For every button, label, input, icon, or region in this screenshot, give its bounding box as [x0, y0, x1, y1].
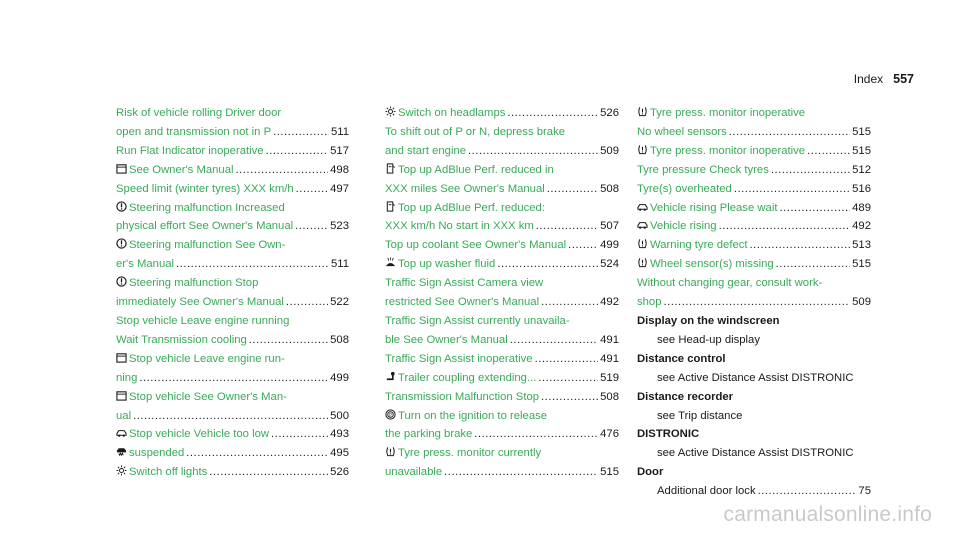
- leader-dots: [771, 161, 850, 180]
- index-subentry-text: see Trip distance: [657, 409, 743, 422]
- leader-dots: [750, 236, 851, 255]
- index-entry-line: [385, 161, 619, 180]
- index-entry-line: [385, 407, 619, 426]
- info-box-icon: [116, 163, 127, 174]
- leader-dots: [286, 293, 328, 312]
- index-entry-text: XXX miles See Owner's Manual: [385, 182, 545, 195]
- index-entry-text: Vehicle rising Please wait: [650, 201, 778, 214]
- index-entry-text: er's Manual: [116, 258, 175, 271]
- leader-dots: [209, 463, 328, 482]
- leader-dots: [510, 331, 598, 350]
- car-skid-icon: [637, 201, 648, 212]
- index-entry-text: Steering malfunction Stop: [129, 277, 259, 290]
- leader-dots: [729, 123, 850, 142]
- index-entry-text: Warning tyre defect: [650, 239, 748, 252]
- page-ref: 508: [330, 333, 349, 346]
- index-entry-line: [385, 312, 619, 331]
- index-entry-line: [385, 274, 619, 293]
- index-entry: [116, 123, 349, 142]
- leader-dots: [719, 217, 851, 236]
- leader-dots: [547, 180, 598, 199]
- leader-dots: [296, 180, 328, 199]
- index-entry-text: Steering malfunction Increased: [129, 201, 285, 214]
- leader-dots: [271, 425, 328, 444]
- index-entry-text: Tyre press. monitor currently: [398, 447, 542, 460]
- leader-dots: [133, 407, 328, 426]
- page-ref: 511: [330, 258, 349, 271]
- adblue-icon: [385, 163, 396, 174]
- index-entry: [385, 104, 619, 123]
- leader-dots: [497, 255, 598, 274]
- page-ref: 476: [600, 428, 619, 441]
- index-entry-text: ning: [116, 371, 138, 384]
- index-entry-line: [116, 312, 349, 331]
- page-ref: 522: [330, 296, 349, 309]
- suspension-icon: [116, 446, 127, 457]
- index-entry-text: ble See Owner's Manual: [385, 333, 508, 346]
- index-column-3: [637, 104, 871, 501]
- index-entry-line: [637, 104, 871, 123]
- index-entry: [385, 463, 619, 482]
- index-subentry-text: see Active Distance Assist DISTRONIC: [657, 447, 854, 460]
- index-entry-line: [116, 199, 349, 218]
- index-entry-text: Trailer coupling extending...: [398, 371, 537, 384]
- index-entry: [637, 180, 871, 199]
- page-header: [854, 72, 914, 86]
- steering-warning-icon: [116, 238, 127, 249]
- index-entry-line: [385, 444, 619, 463]
- leader-dots: [176, 255, 329, 274]
- leader-dots: [273, 123, 329, 142]
- index-entry-text: Vehicle rising: [650, 220, 717, 233]
- index-subentry: [637, 444, 871, 463]
- leader-dots: [758, 482, 857, 501]
- page-ref: 492: [600, 296, 619, 309]
- leader-dots: [507, 104, 598, 123]
- info-box-icon: [116, 352, 127, 363]
- trailer-hitch-icon: [385, 371, 396, 382]
- leader-dots: [734, 180, 850, 199]
- index-entry-line: [116, 274, 349, 293]
- index-entry-text: suspended: [129, 447, 185, 460]
- tyre-pressure-icon: [637, 238, 648, 249]
- index-entry: [385, 180, 619, 199]
- leader-dots: [468, 142, 598, 161]
- page-ref: 491: [600, 352, 619, 365]
- page-ref: 492: [852, 220, 871, 233]
- index-entry-line: [385, 199, 619, 218]
- index-subentry: [637, 407, 871, 426]
- car-skid-icon: [637, 219, 648, 230]
- page-header-title: Index: [853, 72, 884, 86]
- index-entry-text: Transmission Malfunction Stop: [385, 390, 540, 403]
- index-entry-text: Switch on headlamps: [398, 107, 506, 119]
- info-box-icon: [116, 390, 127, 401]
- leader-dots: [568, 236, 598, 255]
- leader-dots: [538, 369, 598, 388]
- index-entry-text: Top up washer fluid: [398, 258, 496, 271]
- index-subentry-text: see Active Distance Assist DISTRONIC: [657, 371, 854, 384]
- car-skid-icon: [116, 427, 127, 438]
- light-icon: [116, 465, 127, 476]
- index-entry: [116, 180, 349, 199]
- page-ref: 499: [330, 371, 349, 384]
- page-ref: 516: [852, 182, 871, 195]
- leader-dots: [807, 142, 850, 161]
- index-entry: [116, 369, 349, 388]
- page-ref: 515: [600, 466, 619, 479]
- leader-dots: [266, 142, 329, 161]
- index-entry-text: See Owner's Manual: [129, 163, 234, 176]
- index-entry-text: open and transmission not in P: [116, 125, 272, 138]
- page-ref: 517: [330, 144, 349, 157]
- index-entry-text: Turn on the ignition to release: [398, 409, 548, 422]
- index-entry: [637, 293, 871, 312]
- index-entry: [637, 199, 871, 218]
- index-entry: [116, 331, 349, 350]
- index-entry-text: Wheel sensor(s) missing: [650, 258, 774, 271]
- index-entry: [385, 142, 619, 161]
- leader-dots: [535, 350, 599, 369]
- tyre-pressure-icon: [385, 446, 396, 457]
- index-heading: [637, 350, 871, 369]
- page-ref: 524: [600, 258, 619, 271]
- page-ref: 75: [858, 485, 871, 498]
- index-entry-line: [116, 388, 349, 407]
- index-subentry: [637, 482, 871, 501]
- index-entry-text: Switch off lights: [129, 466, 208, 479]
- index-heading: [637, 463, 871, 482]
- index-entry: [637, 161, 871, 180]
- index-heading: [637, 388, 871, 407]
- page-ref: 497: [330, 182, 349, 195]
- index-subentry-text: see Head-up display: [657, 333, 760, 346]
- index-entry: [116, 142, 349, 161]
- index-entry-text: To shift out of P or N, depress brake: [385, 125, 566, 138]
- index-entry-text: XXX km/h No start in XXX km: [385, 220, 534, 233]
- page-ref: 508: [600, 182, 619, 195]
- page-ref: 495: [330, 447, 349, 460]
- index-entry-text: Stop vehicle Leave engine running: [116, 314, 290, 327]
- leader-dots: [444, 463, 598, 482]
- page-ref: 511: [330, 125, 349, 138]
- page-ref: 523: [330, 220, 349, 233]
- index-entry-text: Top up AdBlue Perf. reduced:: [398, 201, 545, 214]
- page-ref: 498: [330, 163, 349, 176]
- index-entry-text: Tyre press. monitor inoperative: [650, 107, 806, 119]
- page-ref: 509: [600, 144, 619, 157]
- index-entry-text: immediately See Owner's Manual: [116, 296, 284, 309]
- index-entry: [637, 236, 871, 255]
- index-entry-text: Stop vehicle Leave engine run-: [129, 352, 285, 365]
- index-entry: [637, 255, 871, 274]
- index-entry: [637, 142, 871, 161]
- index-entry-line: [116, 236, 349, 255]
- index-entry: [385, 236, 619, 255]
- leader-dots: [295, 217, 328, 236]
- index-entry: [385, 217, 619, 236]
- index-entry-text: Stop vehicle Vehicle too low: [129, 428, 270, 441]
- index-entry-text: ual: [116, 409, 132, 422]
- page-ref: 493: [330, 428, 349, 441]
- page-ref: 526: [600, 107, 619, 119]
- svg-text:P: P: [389, 412, 392, 418]
- page-ref: 509: [852, 296, 871, 309]
- index-entry-text: Wait Transmission cooling: [116, 333, 247, 346]
- index-entry-text: Risk of vehicle rolling Driver door: [116, 107, 282, 119]
- index-subentry-text: Additional door lock: [657, 485, 756, 498]
- index-heading-text: Display on the windscreen: [637, 314, 780, 327]
- leader-dots: [186, 444, 328, 463]
- page-ref: 512: [852, 163, 871, 176]
- page-ref: 519: [600, 371, 619, 384]
- index-entry: [116, 425, 349, 444]
- index-entry-text: shop: [637, 296, 662, 309]
- index-entry: [116, 255, 349, 274]
- page-ref: 500: [330, 409, 349, 422]
- index-entry-text: Top up coolant See Owner's Manual: [385, 239, 567, 252]
- leader-dots: [536, 217, 598, 236]
- page-ref: 513: [852, 239, 871, 252]
- index-heading-text: DISTRONIC: [637, 428, 700, 441]
- index-entry-text: Traffic Sign Assist Camera view: [385, 277, 544, 290]
- index-entry-text: Traffic Sign Assist currently unavaila-: [385, 314, 570, 327]
- index-column-2: [385, 104, 619, 482]
- index-heading-text: Door: [637, 466, 664, 479]
- leader-dots: [664, 293, 851, 312]
- index-heading: [637, 425, 871, 444]
- index-column-1: [116, 104, 349, 482]
- tyre-pressure-icon: [637, 257, 648, 268]
- page-ref: 499: [600, 239, 619, 252]
- index-entry-text: Tyre press. monitor inoperative: [650, 144, 806, 157]
- page-ref: 507: [600, 220, 619, 233]
- index-entry: [116, 463, 349, 482]
- page-ref: 515: [852, 125, 871, 138]
- index-entry-line: [116, 350, 349, 369]
- index-entry-text: Traffic Sign Assist inoperative: [385, 352, 533, 365]
- page-ref: 508: [600, 390, 619, 403]
- leader-dots: [541, 293, 598, 312]
- ignition-icon: [385, 409, 396, 420]
- index-entry: [385, 369, 619, 388]
- index-entry-text: the parking brake: [385, 428, 473, 441]
- index-heading-text: Distance control: [637, 352, 726, 365]
- index-entry: [385, 388, 619, 407]
- index-heading: [637, 312, 871, 331]
- index-entry-text: No wheel sensors: [637, 125, 727, 138]
- light-icon: [385, 106, 396, 117]
- index-entry-text: Steering malfunction See Own-: [129, 239, 286, 252]
- leader-dots: [236, 161, 329, 180]
- page-ref: 489: [852, 201, 871, 214]
- index-subentry: [637, 331, 871, 350]
- leader-dots: [474, 425, 598, 444]
- index-entry-text: unavailable: [385, 466, 443, 479]
- index-entry: [385, 425, 619, 444]
- index-entry-text: Tyre(s) overheated: [637, 182, 732, 195]
- index-entry-line: [637, 274, 871, 293]
- index-entry: [385, 350, 619, 369]
- index-entry-line: [116, 104, 349, 123]
- tyre-pressure-icon: [637, 144, 648, 155]
- index-entry-text: Speed limit (winter tyres) XXX km/h: [116, 182, 294, 195]
- index-entry-text: Top up AdBlue Perf. reduced in: [398, 163, 554, 176]
- page-ref: 491: [600, 333, 619, 346]
- index-entry-text: Run Flat Indicator inoperative: [116, 144, 264, 157]
- index-entry: [385, 293, 619, 312]
- page-ref: 515: [852, 144, 871, 157]
- steering-warning-icon: [116, 276, 127, 287]
- index-entry-text: restricted See Owner's Manual: [385, 296, 540, 309]
- steering-warning-icon: [116, 201, 127, 212]
- leader-dots: [541, 388, 598, 407]
- index-entry: [385, 255, 619, 274]
- adblue-icon: [385, 201, 396, 212]
- index-entry: [637, 217, 871, 236]
- index-entry-text: Without changing gear, consult work-: [637, 277, 823, 290]
- index-entry: [116, 407, 349, 426]
- leader-dots: [249, 331, 328, 350]
- page-number: 557: [893, 72, 914, 86]
- index-entry-line: [385, 123, 619, 142]
- index-entry: [116, 217, 349, 236]
- index-entry-text: physical effort See Owner's Manual: [116, 220, 294, 233]
- index-entry: [637, 123, 871, 142]
- index-entry: [116, 293, 349, 312]
- tyre-pressure-icon: [637, 106, 648, 117]
- page-ref: 515: [852, 258, 871, 271]
- index-subentry: [637, 369, 871, 388]
- index-entry-text: Tyre pressure Check tyres: [637, 163, 769, 176]
- watermark: carmanualsonline.info: [723, 503, 932, 526]
- index-entry-text: Stop vehicle See Owner's Man-: [129, 390, 287, 403]
- index-entry: [385, 331, 619, 350]
- leader-dots: [779, 199, 850, 218]
- page-ref: 526: [330, 466, 349, 479]
- index-entry: [116, 444, 349, 463]
- index-heading-text: Distance recorder: [637, 390, 734, 403]
- index-entry-text: and start engine: [385, 144, 467, 157]
- washer-fluid-icon: [385, 257, 396, 268]
- leader-dots: [139, 369, 328, 388]
- leader-dots: [776, 255, 850, 274]
- index-entry: [116, 161, 349, 180]
